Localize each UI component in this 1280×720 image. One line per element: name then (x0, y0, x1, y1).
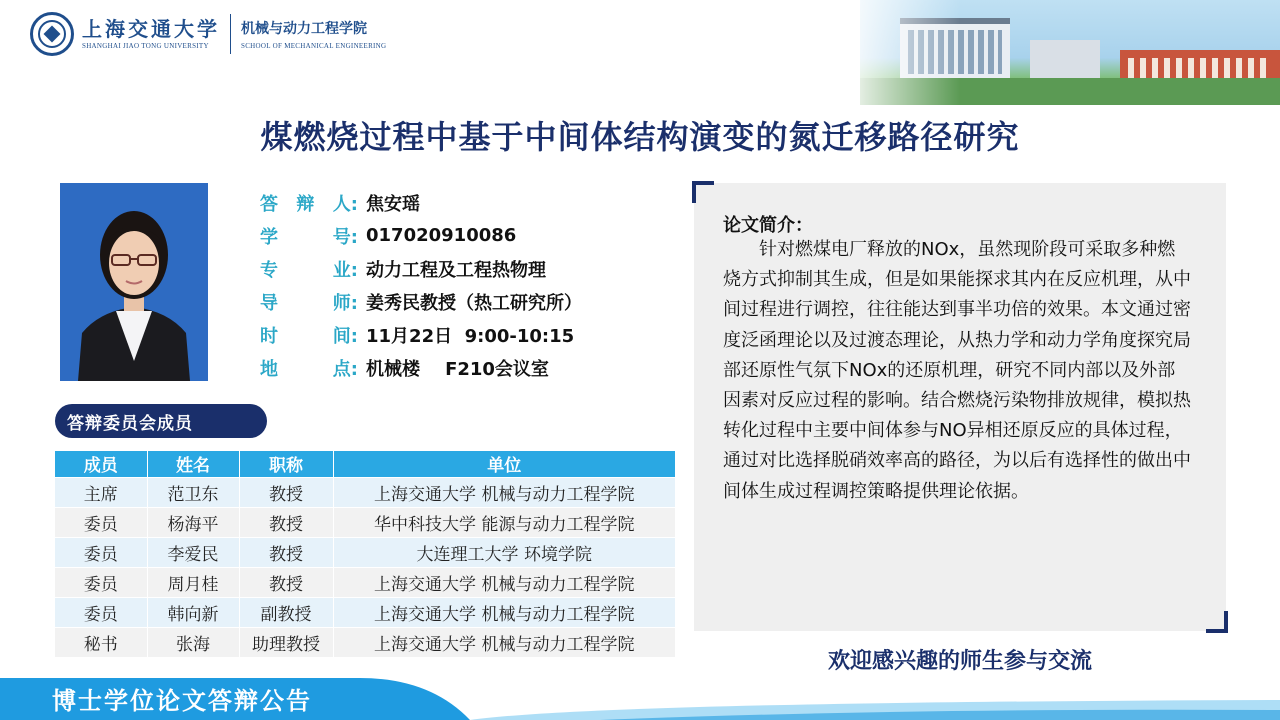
welcome-message: 欢迎感兴趣的师生参与交流 (827, 649, 1092, 674)
thesis-title: 煤燃烧过程中基于中间体结构演变的氮迁移路径研究 (260, 118, 1020, 156)
table-cell: 秘书 (55, 627, 147, 657)
corner-bracket-bottom-right (1206, 611, 1228, 633)
student-id: 017020910086 (366, 225, 517, 246)
info-row-candidate: 答 辩 人: 焦安瑶 (260, 186, 582, 219)
advisor: 姜秀民教授（热工研究所） (366, 292, 582, 314)
table-header-row (55, 451, 675, 477)
table-cell: 大连理工大学 环境学院 (333, 537, 675, 567)
table-cell: 上海交通大学 机械与动力工程学院 (333, 597, 675, 627)
header-banner (0, 0, 1280, 105)
table-cell: 上海交通大学 机械与动力工程学院 (333, 627, 675, 657)
table-cell: 韩向新 (147, 597, 239, 627)
defense-info (260, 186, 582, 384)
abstract-text: 针对燃煤电厂释放的NOx，虽然现阶段可采取多种燃烧方式抑制其生成，但是如果能探求其内在反应机理，从中间过程进行调控，往往能达到事半功倍的效果。本文通过密度泛函理论以及过渡态理论，从热力学和动力学角度探究局部还原性气氛下NOx的还原机理，研究不同内部以及外部因素对反应过程的影响。结合燃烧污染物排放规律，模拟热转化过程中主要中间体参与NO异相还原反应的具体过程，通过对比选择脱硝效率高的路径，为以后有选择性的做出中间体生成过程调控策略提供理论依据。 (723, 239, 1191, 502)
footer-title: 博士学位论文答辩公告 (52, 686, 312, 715)
table-cell: 上海交通大学 机械与动力工程学院 (333, 477, 675, 507)
table-row (55, 627, 675, 657)
table-cell: 委员 (55, 597, 147, 627)
table-cell: 周月桂 (147, 567, 239, 597)
table-cell: 华中科技大学 能源与动力工程学院 (333, 507, 675, 537)
info-row-student-id: 学 号: 017020910086 (260, 225, 517, 248)
candidate-name: 焦安瑶 (366, 193, 420, 215)
university-seal-icon (30, 12, 74, 56)
table-cell: 教授 (239, 507, 333, 537)
info-row-advisor: 导 师: 姜秀民教授（热工研究所） (260, 285, 582, 318)
info-row-time: 时 间: 11月22日 9:00-10:15 (260, 318, 582, 351)
school-name-en: SCHOOL OF MECHANICAL ENGINEERING (241, 42, 387, 50)
column-header: 单位 (333, 451, 675, 477)
table-cell: 委员 (55, 567, 147, 597)
table-row (55, 537, 675, 567)
column-header: 姓名 (147, 451, 239, 477)
table-cell: 助理教授 (239, 627, 333, 657)
table-cell: 教授 (239, 567, 333, 597)
abstract-panel (694, 183, 1226, 631)
table-cell: 上海交通大学 机械与动力工程学院 (333, 567, 675, 597)
table-cell: 教授 (239, 537, 333, 567)
committee-table (55, 451, 675, 657)
table-cell: 副教授 (239, 597, 333, 627)
info-row-major: 专 业: 动力工程及工程热物理 (260, 252, 582, 285)
table-cell: 主席 (55, 477, 147, 507)
committee-heading: 答辩委员会成员 (55, 404, 267, 438)
corner-bracket-top-left (692, 181, 714, 203)
table-row (55, 477, 675, 507)
candidate-photo (60, 183, 208, 381)
table-row (55, 597, 675, 627)
university-name-cn: 上海交通大学 (82, 17, 220, 41)
table-cell: 范卫东 (147, 477, 239, 507)
table-row (55, 567, 675, 597)
table-cell: 杨海平 (147, 507, 239, 537)
university-name-en: SHANGHAI JIAO TONG UNIVERSITY (82, 42, 209, 50)
table-cell: 李爱民 (147, 537, 239, 567)
major: 动力工程及工程热物理 (366, 259, 546, 281)
table-cell: 委员 (55, 537, 147, 567)
table-row (55, 507, 675, 537)
defense-time: 11月22日 9:00-10:15 (366, 325, 575, 347)
column-header: 职称 (239, 451, 333, 477)
info-row-location: 地 点: 机械楼 F210会议室 (260, 351, 582, 384)
logo-divider (230, 14, 231, 54)
table-cell: 委员 (55, 507, 147, 537)
defense-location: 机械楼 F210会议室 (366, 358, 549, 380)
table-cell: 教授 (239, 477, 333, 507)
table-cell: 张海 (147, 627, 239, 657)
university-logo (30, 12, 386, 56)
column-header: 成员 (55, 451, 147, 477)
school-name-cn: 机械与动力工程学院 (241, 21, 367, 37)
abstract-heading: 论文简介： (723, 215, 813, 236)
